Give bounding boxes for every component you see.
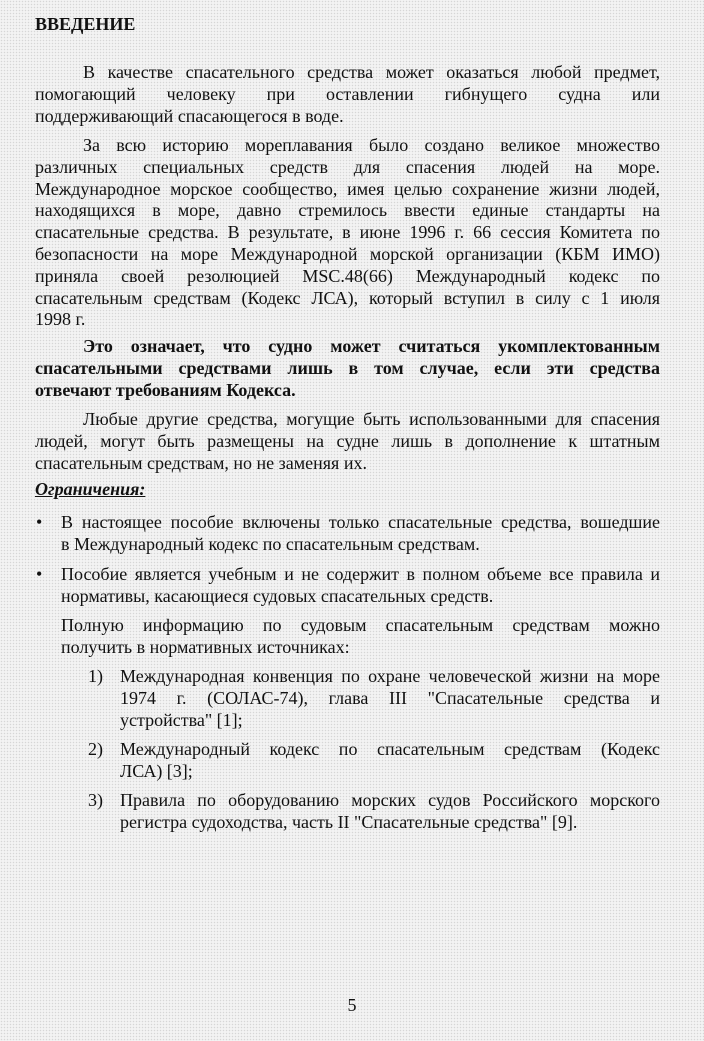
text-line: 1974 г. (СОЛАС-74), глава III "Спасательные средства и — [120, 687, 660, 708]
bullet-item — [61, 512, 660, 556]
text-line: регистра судоходства, часть II "Спасательные средства" [9]. — [120, 811, 578, 832]
text-line: спасательным средствам, но не заменяя их. — [35, 452, 367, 473]
text-line: Это означает, что судно может считаться укомплектованным — [83, 336, 660, 356]
text-line: безопасности на море Международной морской организации (КБМ ИМО) — [35, 243, 660, 264]
text-line: спасательные средства. В результате, в июне 1996 г. 66 сессия Комитета по — [35, 222, 660, 243]
paragraph — [35, 135, 660, 331]
subheading-limitations: Ограничения: — [35, 479, 146, 499]
text-line: нормативы, касающиеся судовых спасательных средств. — [61, 585, 494, 606]
page-number: 5 — [347, 995, 357, 1015]
sources-intro — [61, 615, 660, 659]
text-line: В качестве спасательного средства может оказаться любой предмет, — [83, 62, 660, 82]
text-line: За всю историю мореплавания было создано великое множество — [83, 135, 660, 155]
list-number: 1) — [88, 666, 103, 686]
text-line: различных специальных средств для спасения людей на море. — [35, 156, 660, 177]
paragraph — [35, 62, 660, 127]
source-item — [120, 739, 660, 783]
text-line: спасательным средствам (Кодекс ЛСА), который вступил в силу с 1 июля — [35, 287, 660, 308]
text-line: поддерживающий спасающегося в воде. — [35, 105, 344, 126]
text-line: в Международный кодекс по спасательным средствам. — [61, 533, 480, 554]
bullet-icon: • — [36, 512, 43, 532]
text-line: ЛСА) [3]; — [120, 760, 193, 781]
bullet-icon: • — [36, 564, 43, 584]
text-line: Полную информацию по судовым спасательным средствам можно — [61, 615, 660, 635]
list-number: 2) — [88, 739, 103, 759]
list-number: 3) — [88, 790, 103, 810]
text-line: спасательными средствами лишь в том случае, если эти средства — [35, 357, 660, 378]
text-line: устройства" [1]; — [120, 709, 243, 730]
paragraph — [35, 409, 660, 474]
section-heading: ВВЕДЕНИЕ — [35, 14, 136, 34]
source-item — [120, 790, 660, 834]
text-line: Международный кодекс по спасательным средствам (Кодекс — [120, 739, 660, 759]
text-line: Международная конвенция по охране человеческой жизни на море — [120, 666, 660, 686]
bullet-item — [61, 564, 660, 608]
text-line: получить в нормативных источниках: — [61, 636, 350, 657]
text-line: людей, могут быть размещены на судне лишь в дополнение к штатным — [35, 430, 660, 451]
text-line: Любые другие средства, могущие быть использованными для спасения — [83, 409, 660, 429]
paragraph — [35, 336, 660, 401]
text-line: 1998 г. — [35, 309, 86, 330]
text-line: В настоящее пособие включены только спасательные средства, вошедшие — [61, 512, 660, 532]
text-line: отвечают требованиям Кодекса. — [35, 379, 296, 400]
text-line: Международное морское сообщество, имея целью сохранение жизни людей, — [35, 178, 660, 199]
text-line: находящихся в море, давно стремилось ввести единые стандарты на — [35, 200, 660, 221]
text-line: Правила по оборудованию морских судов Российского морского — [120, 790, 660, 810]
text-line: помогающий человеку при оставлении гибнущего судна или — [35, 83, 660, 104]
text-line: Пособие является учебным и не содержит в полном объеме все правила и — [61, 564, 660, 584]
text-line: приняла своей резолюцией MSC.48(66) Международный кодекс по — [35, 265, 660, 286]
source-item — [120, 666, 660, 731]
